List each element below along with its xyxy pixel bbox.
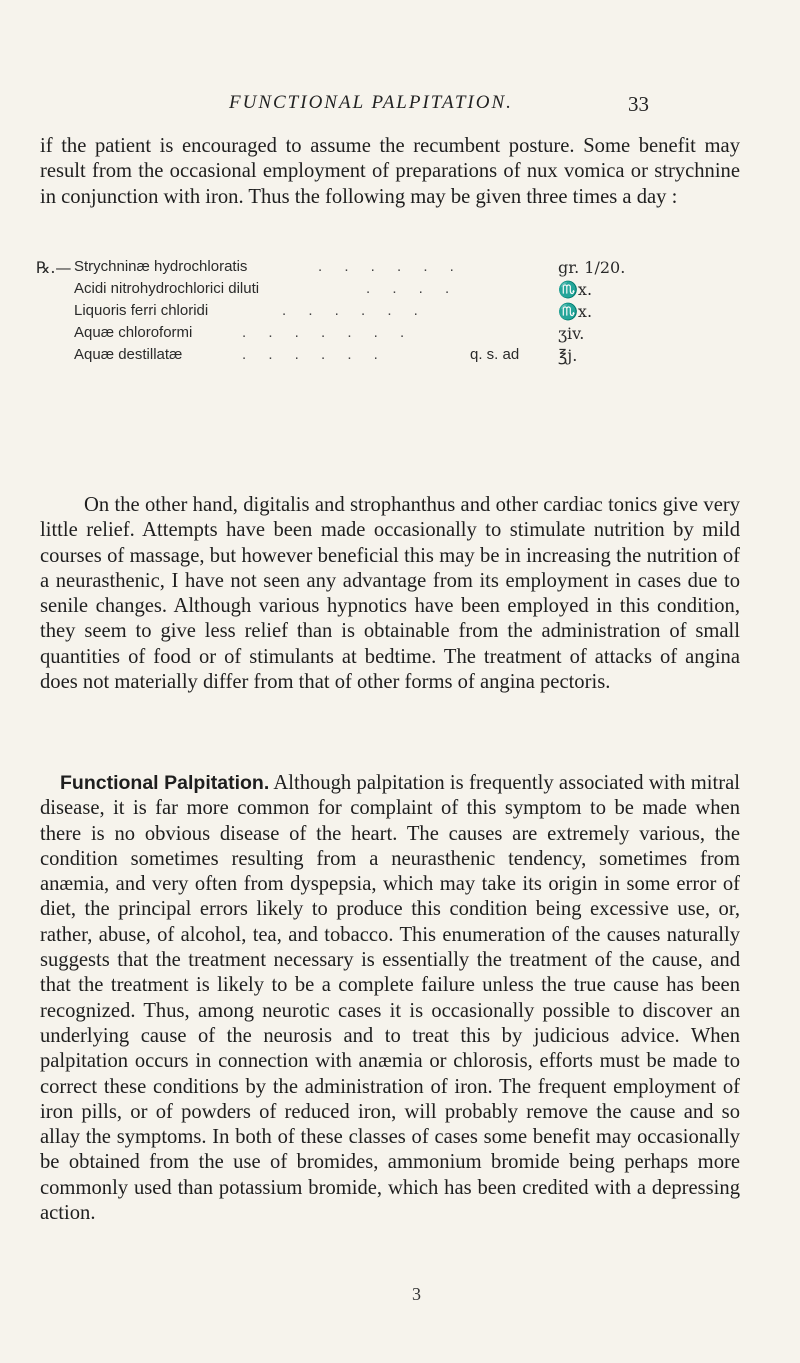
running-head [0,92,800,118]
drug-name: Aquæ destillatæ [74,346,183,363]
drug-name: Acidi nitrohydrochlorici diluti [74,280,260,297]
prescription-row [36,302,740,324]
paragraph-continuation: if the patient is encouraged to assume the recumbent posture. Some benefit may result from the occasional employment of preparations of nux vomica or strychnine in conjunction with iron. Thus the following may be given three times a day : [40,135,740,208]
dose: ℥j. [558,346,578,365]
prescription-row [36,280,740,302]
running-title: FUNCTIONAL PALPITATION. [229,92,513,113]
drug-name: Liquoris ferri chloridi [74,302,209,319]
drug-name: Aquæ chloroformi [74,324,193,341]
signature-mark: 3 [412,1284,421,1304]
dot-leader: . . . . . . [318,258,463,275]
quantity-qualifier: q. s. ad [470,346,520,363]
section-body: Although palpitation is frequently associated with mitral disease, it is far more common for complaint of this symptom to be made when there is no obvious disease of the heart. The causes are extremely various, the condition sometimes resulting from a neurasthenic tendency, sometimes from anæmia, and very often from dyspepsia, which may take its origin in some error of diet, the principal errors likely to produce this condition being excessive use, or, rather, abuse, of alcohol, tea, and tobacco. This enumeration of the causes naturally suggests that the treatment necessary is essentially the treatment of the cause, and that the treatment is likely to be a complete failure unless the true cause has been recognized. Thus, among neurotic cases it is occasionally possible to discover an underlying cause of the neurosis and to treat this by judicious advice. When palpitation occurs in connection with anæmia or chlorosis, efforts must be made to correct these conditions by the administration of iron. The frequent employment of iron pills, or of powders of reduced iron, will probably remove the cause and so allay the symptoms. In both of these classes of cases some benefit may occasionally be obtained from the use of bromides, ammonium bromide being perhaps more commonly used than potassium bromide, which has been credited with a depressing action. [40,772,740,1225]
dose: ʒiv. [558,324,585,343]
dot-leader: . . . . . . . [242,324,414,341]
recipe-symbol: ℞.— [36,258,72,277]
page-number: 33 [628,92,649,116]
prescription-row [36,258,740,280]
dose: ♏x. [558,280,593,299]
dot-leader: . . . . . . [282,302,427,319]
prescription-row [36,346,740,368]
paragraph-functional-palpitation [40,771,740,1226]
prescription-row [36,324,740,346]
paragraph-cardiac-tonics: On the other hand, digitalis and strophanthus and other cardiac tonics give very little relief. Attempts have been made occasionally to stimulate nutrition by mild courses of massage, but however beneficial this may be in increasing the nutrition of a neurasthenic, I have not seen any advantage from its employment in cases due to senile changes. Although various hypnotics have been employed in this condition, they seem to give less relief than is obtainable from the administration of small quantities of food or of stimulants at bedtime. The treatment of attacks of angina does not materially differ from that of other forms of angina pectoris. [40,494,740,694]
dot-leader: . . . . [366,280,459,297]
section-heading: Functional Palpitation. [60,772,270,794]
dose: gr. 1/20. [558,258,626,277]
dot-leader: . . . . . . [242,346,387,363]
drug-name: Strychninæ hydrochloratis [74,258,248,275]
dose: ♏x. [558,302,593,321]
